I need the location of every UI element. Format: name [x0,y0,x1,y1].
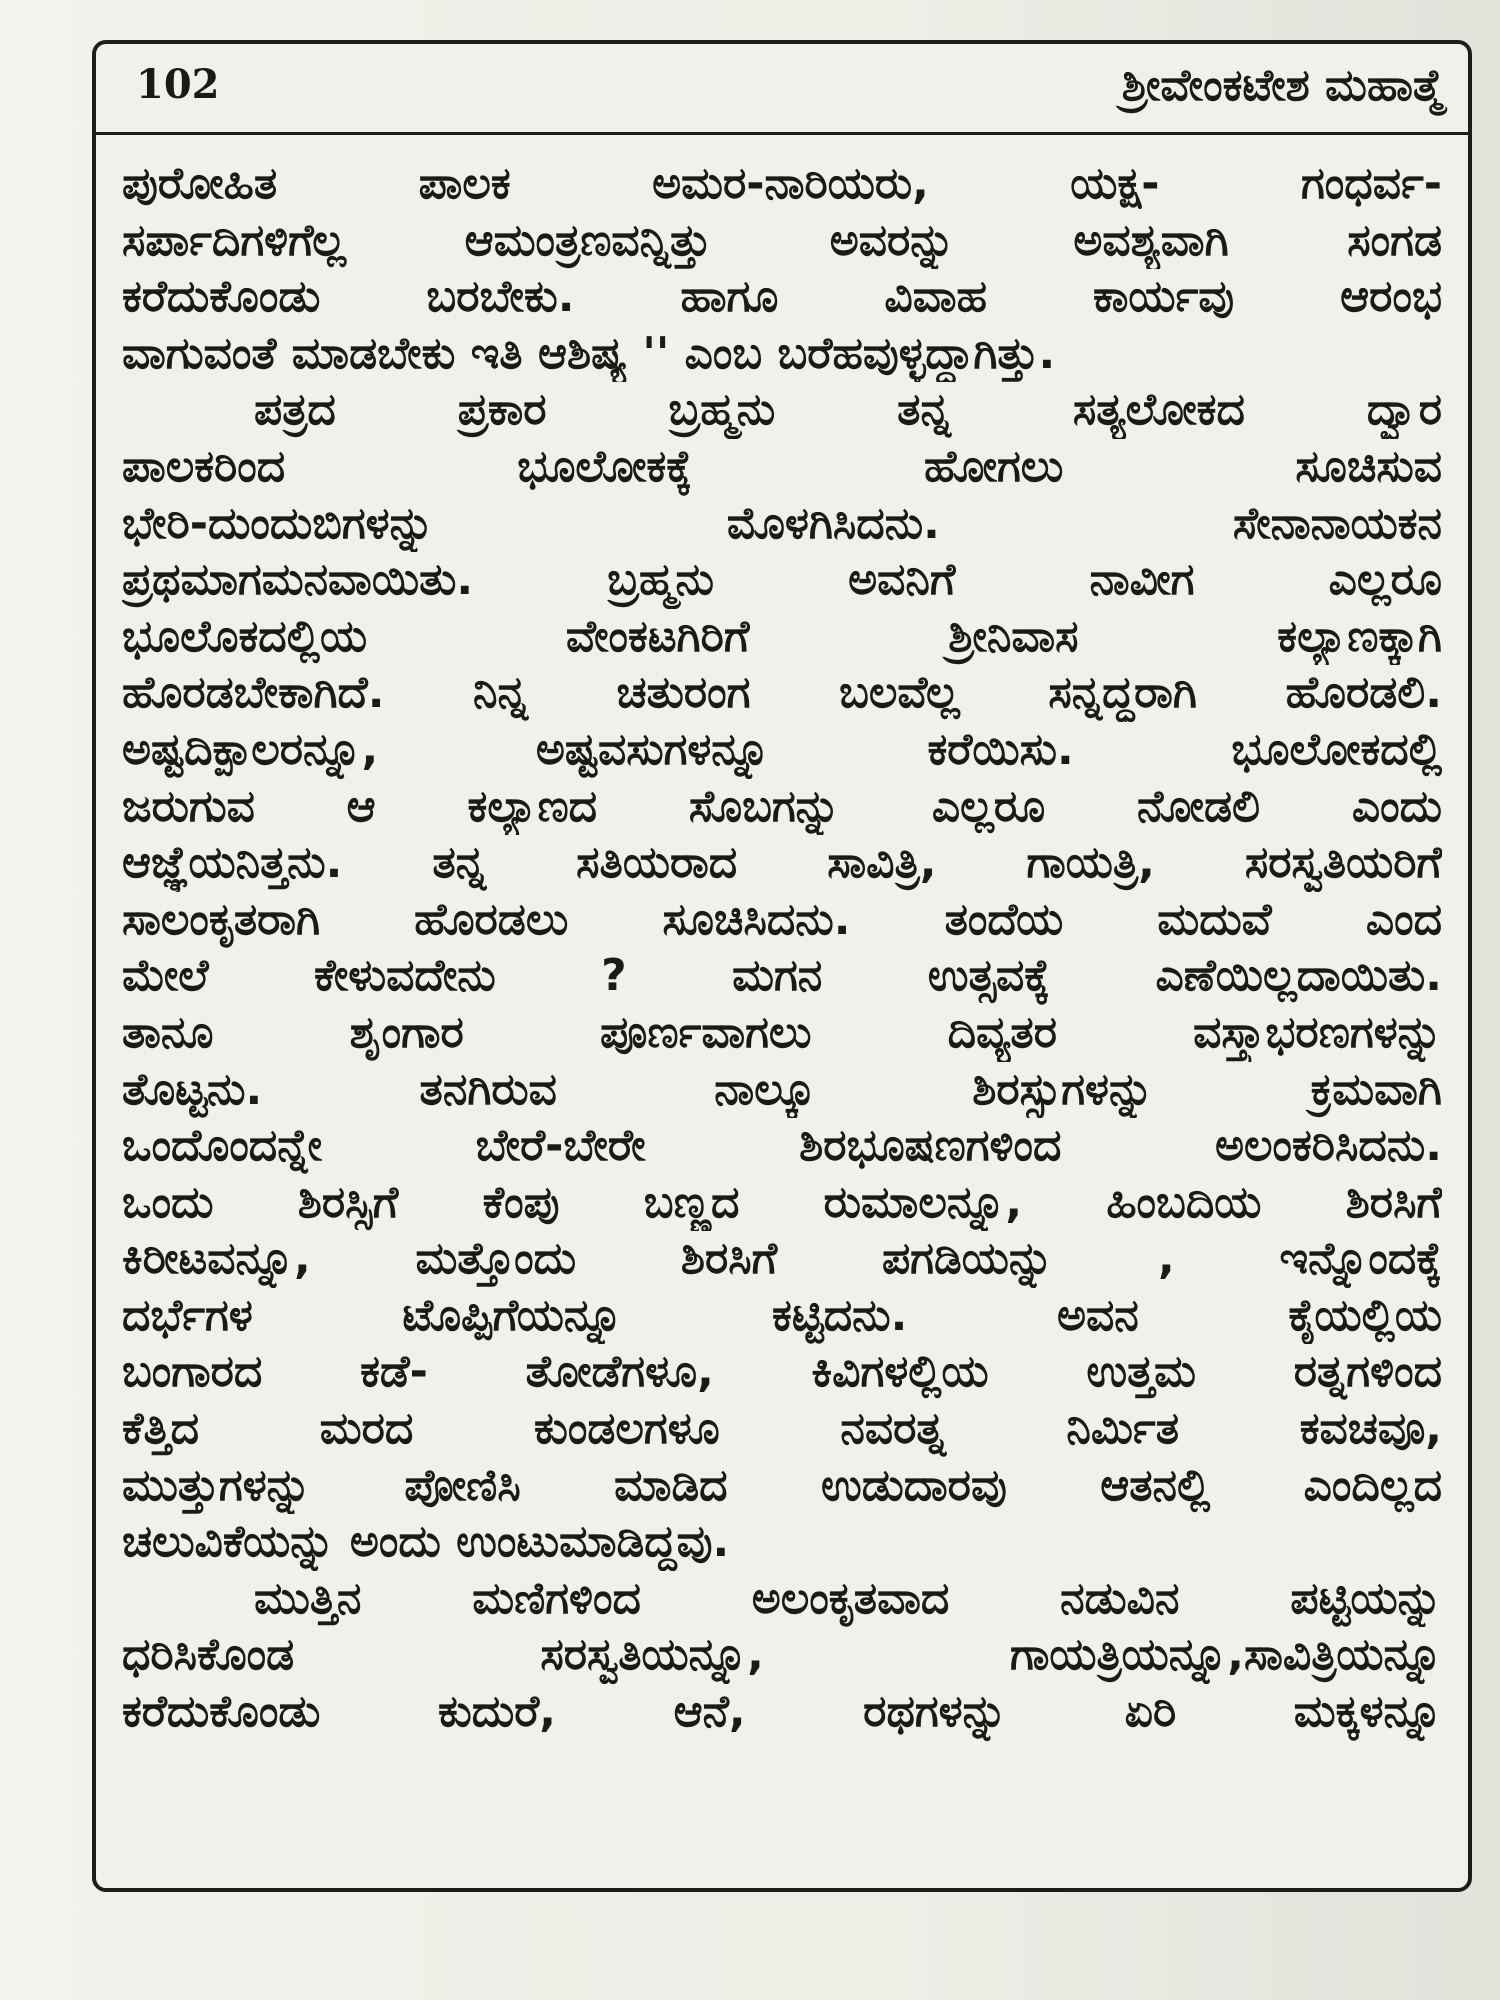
text-line: ಹೊರಡಬೇಕಾಗಿದೆ. ನಿನ್ನ ಚತುರಂಗ ಬಲವೆಲ್ಲ ಸನ್ನದ್ಧರಾಗಿ ಹೊರಡಲಿ. [122,667,1442,719]
page-frame [92,40,1472,1892]
body-text [122,156,1442,1741]
text-line: ಪಾಲಕರಿಂದ ಭೂಲೋಕಕ್ಕೆ ಹೋಗಲು ಸೂಚಿಸುವ [122,440,1442,492]
text-line: ಒಂದು ಶಿರಸ್ಸಿಗೆ ಕೆಂಪು ಬಣ್ಣದ ರುಮಾಲನ್ನೂ, ಹಿಂಬದಿಯ ಶಿರಸಿಗೆ [122,1176,1442,1228]
text-line: ಮುತ್ತಿನ ಮಣಿಗಳಿಂದ ಅಲಂಕೃತವಾದ ನಡುವಿನ ಪಟ್ಟಿಯನ್ನು [254,1572,1442,1624]
text-line: ಪತ್ರದ ಪ್ರಕಾರ ಬ್ರಹ್ಮನು ತನ್ನ ಸತ್ಯಲೋಕದ ದ್ವಾರ [254,384,1442,436]
text-line: ತಾನೂ ಶೃಂಗಾರ ಪೂರ್ಣವಾಗಲು ದಿವ್ಯತರ ವಸ್ತ್ರಾಭರಣಗಳನ್ನು [122,1006,1442,1058]
running-title: ಶ್ರೀವೇಂಕಟೇಶ ಮಹಾತ್ಮೆ [1121,60,1444,111]
text-line: ಕಿರೀಟವನ್ನೂ, ಮತ್ತೊಂದು ಶಿರಸಿಗೆ ಪಗಡಿಯನ್ನು , ಇನ್ನೊಂದಕ್ಕೆ [122,1233,1442,1285]
text-line: ಕರೆದುಕೊಂಡು ಕುದುರೆ, ಆನೆ, ರಥಗಳನ್ನು ಏರಿ ಮಕ್ಕಳನ್ನೂ [122,1686,1442,1738]
text-line: ಪ್ರಥಮಾಗಮನವಾಯಿತು. ಬ್ರಹ್ಮನು ಅವನಿಗೆ ನಾವೀಗ ಎಲ್ಲರೂ [122,554,1442,606]
text-line: ತೊಟ್ಟನು. ತನಗಿರುವ ನಾಲ್ಕೂ ಶಿರಸ್ಸುಗಳನ್ನು ಕ್ರಮವಾಗಿ [122,1063,1442,1115]
text-line: ಜರುಗುವ ಆ ಕಲ್ಯಾಣದ ಸೊಬಗನ್ನು ಎಲ್ಲರೂ ನೋಡಲಿ ಎಂದು [122,780,1442,832]
text-line: ಸಾಲಂಕೃತರಾಗಿ ಹೊರಡಲು ಸೂಚಿಸಿದನು. ತಂದೆಯ ಮದುವೆ ಎಂದ [122,893,1442,945]
text-line: ಚಲುವಿಕೆಯನ್ನು ಅಂದು ಉಂಟುಮಾಡಿದ್ದವು. [122,1516,730,1568]
text-line: ಅಷ್ಟದಿಕ್ಪಾಲರನ್ನೂ, ಅಷ್ಟವಸುಗಳನ್ನೂ ಕರೆಯಿಸು. ಭೂಲೋಕದಲ್ಲಿ [122,723,1442,775]
text-line: ಧರಿಸಿಕೊಂಡ ಸರಸ್ವತಿಯನ್ನೂ, ಗಾಯತ್ರಿಯನ್ನೂ,ಸಾವಿತ್ರಿಯನ್ನೂ [122,1629,1442,1681]
text-line: ವಾಗುವಂತೆ ಮಾಡಬೇಕು ಇತಿ ಆಶಿಷ್ಯ '' ಎಂಬ ಬರೆಹವುಳ್ಳದ್ದಾಗಿತ್ತು. [122,327,1056,379]
text-line: ಒಂದೊಂದನ್ನೇ ಬೇರೆ-ಬೇರೇ ಶಿರಭೂಷಣಗಳಿಂದ ಅಲಂಕರಿಸಿದನು. [122,1120,1442,1172]
text-line: ಭೂಲೊಕದಲ್ಲಿಯ ವೇಂಕಟಗಿರಿಗೆ ಶ್ರೀನಿವಾಸ ಕಲ್ಯಾಣಕ್ಕಾಗಿ [122,610,1442,662]
page-number: 102 [136,61,220,108]
text-line: ಕರೆದುಕೊಂಡು ಬರಬೇಕು. ಹಾಗೂ ವಿವಾಹ ಕಾರ್ಯವು ಆರಂಭ [122,271,1442,323]
text-line: ಪುರೋಹಿತ ಪಾಲಕ ಅಮರ-ನಾರಿಯರು, ಯಕ್ಷ- ಗಂಧರ್ವ- [122,158,1442,209]
text-line: ಮೇಲೆ ಕೇಳುವದೇನು ? ಮಗನ ಉತ್ಸವಕ್ಕೆ ಎಣೆಯಿಲ್ಲದಾಯಿತು. [122,950,1442,1002]
text-line: ಸರ್ಪಾದಿಗಳಿಗೆಲ್ಲ ಆಮಂತ್ರಣವನ್ನಿತ್ತು ಅವರನ್ನು ಅವಶ್ಯವಾಗಿ ಸಂಗಡ [122,214,1442,266]
text-line: ದರ್ಭೆಗಳ ಟೊಪ್ಪಿಗೆಯನ್ನೂ ಕಟ್ಟಿದನು. ಅವನ ಕೈಯಲ್ಲಿಯ [122,1289,1442,1341]
text-line: ಆಜ್ಞೆಯನಿತ್ತನು. ತನ್ನ ಸತಿಯರಾದ ಸಾವಿತ್ರಿ, ಗಾಯತ್ರಿ, ಸರಸ್ವತಿಯರಿಗೆ [122,837,1442,889]
text-line: ಬಂಗಾರದ ಕಡೆ- ತೋಡೆಗಳೂ, ಕಿವಿಗಳಲ್ಲಿಯ ಉತ್ತಮ ರತ್ನಗಳಿಂದ [122,1346,1442,1398]
text-line: ಕೆತ್ತಿದ ಮರದ ಕುಂಡಲಗಳೂ ನವರತ್ನ ನಿರ್ಮಿತ ಕವಚವೂ, [122,1403,1442,1455]
text-line: ಭೇರಿ-ದುಂದುಬಿಗಳನ್ನು ಮೊಳಗಿಸಿದನು. ಸೇನಾನಾಯಕನ [122,497,1442,549]
page-header [96,44,1468,135]
text-line: ಮುತ್ತುಗಳನ್ನು ಪೋಣಿಸಿ ಮಾಡಿದ ಉಡುದಾರವು ಆತನಲ್ಲಿ ಎಂದಿಲ್ಲದ [122,1459,1442,1511]
